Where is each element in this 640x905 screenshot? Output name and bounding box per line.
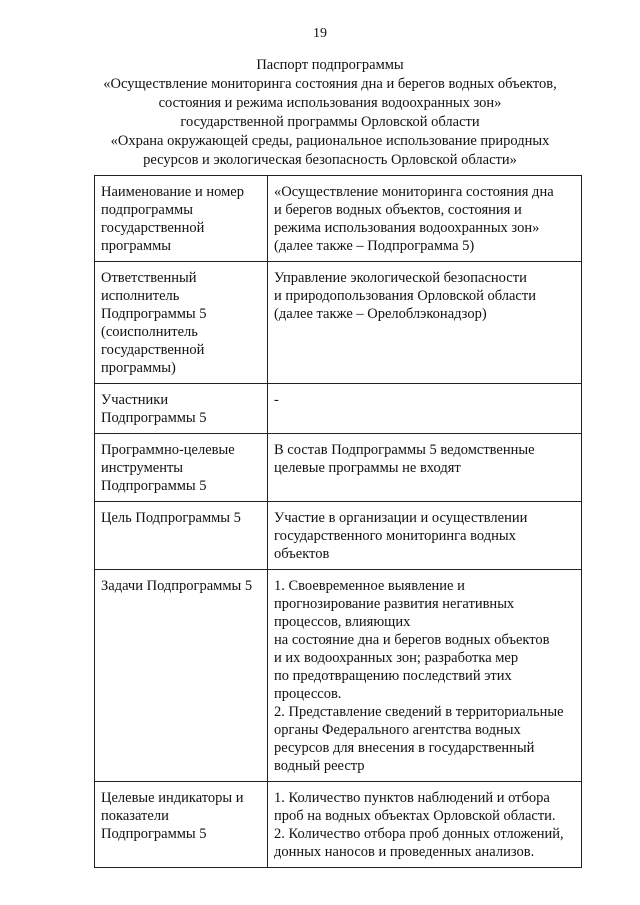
row-label: Целевые индикаторы и показатели Подпрограммы 5 (101, 790, 244, 842)
table-row (95, 384, 582, 434)
row-value: 1. Своевременное выявление и прогнозирование развития негативных процессов, влияющих на состояние дна и берегов водных объектов и их водоохранных зон; разработка мер по предотвращению последствий этих процессов. 2. Представление сведений в территориальные органы Федерального агентства водных ресурсов для внесения в государственный водный реестр (274, 578, 564, 774)
header-subprogram-name-line-2: состояния и режима использования водоохранных зон» (158, 95, 502, 111)
row-value: «Осуществление мониторинга состояния дна и берегов водных объектов, состояния и режима использования водоохранных зон» (далее также – Подпрограмма 5) (274, 184, 554, 254)
header-program-name-line-2: ресурсов и экологическая безопасность Орловской области» (143, 152, 517, 168)
row-value-cell (268, 570, 582, 782)
row-value-cell (268, 434, 582, 502)
row-value: - (274, 392, 279, 408)
row-label: Программно-целевые инструменты Подпрограммы 5 (101, 442, 235, 494)
row-value: Управление экологической безопасности и природопользования Орловской области (далее также – Орелоблэконадзор) (274, 270, 536, 322)
row-label: Задачи Подпрограммы 5 (101, 578, 253, 594)
row-value-cell (268, 384, 582, 434)
row-label-cell (95, 176, 268, 262)
document-header (80, 56, 580, 170)
row-label: Наименование и номер подпрограммы государственной программы (101, 184, 244, 254)
row-label-cell (95, 570, 268, 782)
row-label: Участники Подпрограммы 5 (101, 392, 207, 426)
table-row (95, 782, 582, 868)
table-row (95, 262, 582, 384)
header-subprogram-name-line-1: «Осуществление мониторинга состояния дна и берегов водных объектов, (103, 76, 557, 92)
row-value-cell (268, 262, 582, 384)
row-label-cell (95, 262, 268, 384)
row-label: Цель Подпрограммы 5 (101, 510, 241, 526)
row-value: Участие в организации и осуществлении государственного мониторинга водных объектов (274, 510, 528, 562)
row-label-cell (95, 434, 268, 502)
table-row (95, 434, 582, 502)
row-label-cell (95, 782, 268, 868)
table-row (95, 570, 582, 782)
header-title: Паспорт подпрограммы (256, 57, 404, 73)
row-label-cell (95, 384, 268, 434)
table-row (95, 176, 582, 262)
row-value: В состав Подпрограммы 5 ведомственные целевые программы не входят (274, 442, 535, 476)
row-label-cell (95, 502, 268, 570)
page-number: 19 (313, 26, 327, 41)
row-label: Ответственный исполнитель Подпрограммы 5 (соисполнитель государственной программы) (101, 270, 207, 376)
passport-table (94, 175, 582, 868)
row-value-cell (268, 502, 582, 570)
header-program-name-line-1: «Охрана окружающей среды, рациональное использование природных (110, 133, 550, 149)
table-row (95, 502, 582, 570)
header-program-ref: государственной программы Орловской области (180, 114, 480, 130)
row-value: 1. Количество пунктов наблюдений и отбора проб на водных объектах Орловской области. 2. Количество отбора проб донных отложений, донных наносов и проведенных анализов. (274, 790, 564, 860)
row-value-cell (268, 176, 582, 262)
row-value-cell (268, 782, 582, 868)
